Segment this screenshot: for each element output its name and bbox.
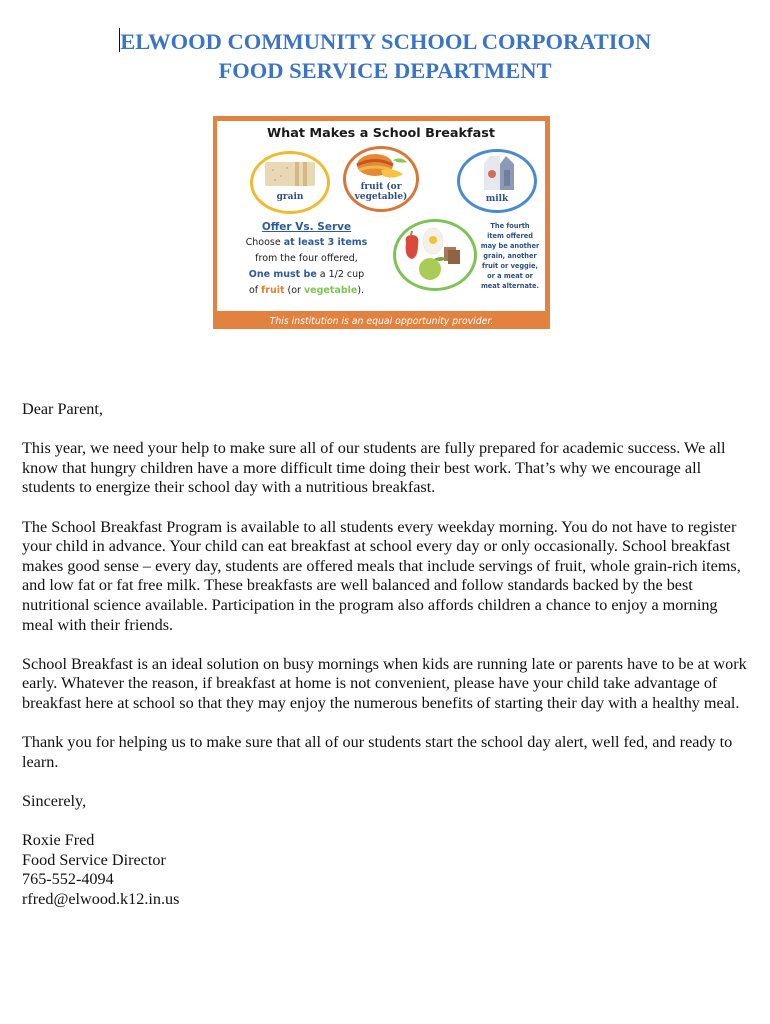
offer-vs-serve (229, 219, 384, 299)
grain-circle (250, 151, 330, 214)
equal-opportunity-statement: This institution is an equal opportunity provider. (269, 316, 494, 327)
milk-circle (457, 149, 537, 213)
signer-name: Roxie Fred (22, 831, 95, 850)
fourth-item-line: may be another (480, 242, 540, 250)
offer-text: Choose (245, 237, 284, 248)
offer-line-4 (229, 283, 384, 299)
fourth-item-line: grain, another (483, 252, 537, 260)
letter-body[interactable] (22, 400, 752, 909)
paragraph: School Breakfast is an ideal solution on busy mornings when kids are running late or parents have to be at work early. Whatever the reason, if breakfast at home is not convenient, please have your child take advantage of breakfast here at school so that they may enjoy the numerous benefits of starting their day with a healthy meal. (22, 654, 747, 712)
infographic-title: What Makes a School Breakfast (267, 126, 495, 141)
offer-text: ). (357, 285, 365, 296)
fruit-label-line-1: fruit (or (360, 182, 402, 192)
offer-text: of (248, 285, 262, 296)
closing: Sincerely, (22, 791, 87, 810)
salutation: Dear Parent, (22, 400, 103, 418)
milk-carton-icon (484, 156, 514, 190)
vegetable-word: vegetable (303, 285, 358, 296)
offer-emphasis: at least 3 items (283, 237, 368, 248)
signer-phone: 765-552-4094 (22, 870, 114, 889)
milk-label: milk (485, 194, 509, 204)
fourth-item-line: item offered (487, 232, 533, 240)
plate-circle (393, 219, 477, 291)
fourth-item-line: or a meat or (487, 272, 533, 280)
offer-text: a 1/2 cup (316, 269, 365, 280)
offer-text: (or (284, 285, 304, 296)
paragraph: Thank you for helping us to make sure that all of our students start the school day alert, well fed, and ready to learn. (22, 733, 733, 771)
signer-email[interactable]: rfred@elwood.k12.in.us (22, 889, 180, 908)
department-name: FOOD SERVICE DEPARTMENT (218, 58, 552, 83)
school-breakfast-infographic (213, 116, 550, 329)
grain-icon (265, 162, 315, 186)
offer-line-2: from the four offered, (255, 253, 358, 264)
fourth-item-line: The fourth (490, 222, 530, 230)
paragraph: This year, we need your help to make sure all of our students are fully prepared for academic success. We all know that hungry children have a more difficult time doing their best work. That’s why we encourage all students to energize their school day with a nutritious breakfast. (22, 439, 726, 497)
letterhead (0, 27, 770, 85)
fruit-label (346, 182, 416, 202)
signature-block (22, 831, 752, 909)
grain-label: grain (276, 192, 304, 202)
offer-line-1 (229, 235, 384, 251)
breakfast-plate-icon (400, 225, 470, 285)
fourth-item-line: fruit or veggie, (481, 262, 539, 270)
infographic-panel (217, 121, 545, 311)
offer-line-3 (229, 267, 384, 283)
offer-heading: Offer Vs. Serve (261, 221, 352, 233)
fourth-item-note (472, 221, 548, 291)
organization-name: ELWOOD COMMUNITY SCHOOL CORPORATION (120, 29, 652, 54)
fruit-icon (355, 152, 409, 182)
paragraph: The School Breakfast Program is available to all students every weekday morning. You do not have to register your child in advance. Your child can eat breakfast at school every day or only occasionally. School breakfast makes good sense – every day, students are offered meals that include servings of fruit, whole grain-rich items, and low fat or fat free milk. These breakfasts are well balanced and follow standards backed by the best nutritional science available. Participation in the program also affords children a chance to enjoy a morning meal with their friends. (22, 517, 741, 634)
fruit-word: fruit (261, 285, 285, 296)
letterhead-line-1[interactable] (0, 27, 770, 56)
offer-emphasis: One must be (248, 269, 317, 280)
fourth-item-line: meat alternate. (480, 282, 540, 290)
fruit-label-line-2: vegetable) (354, 192, 408, 202)
signer-title: Food Service Director (22, 850, 166, 869)
fruit-circle (343, 146, 419, 212)
